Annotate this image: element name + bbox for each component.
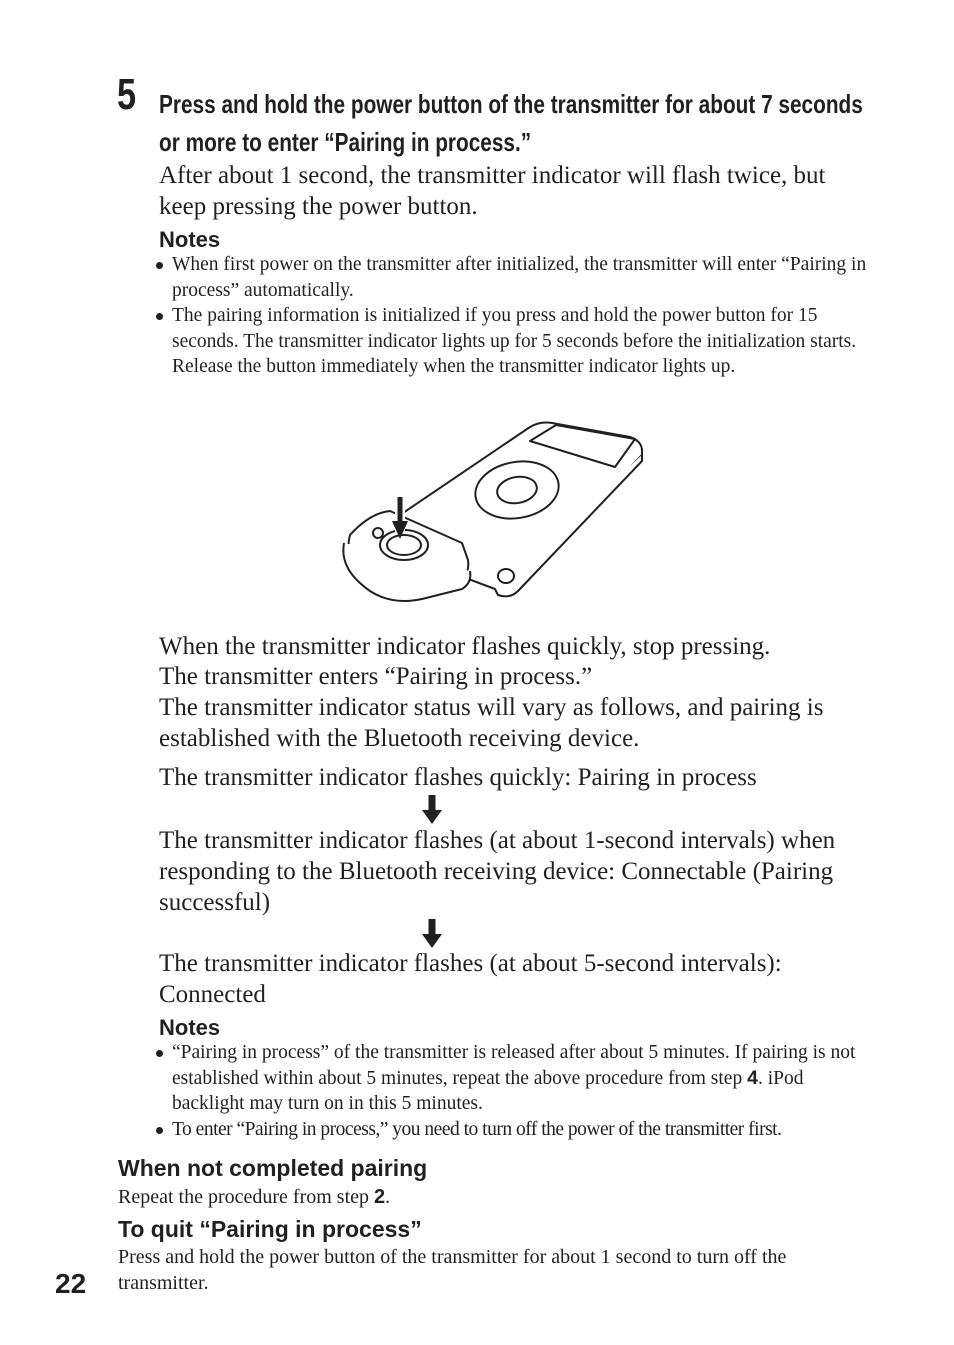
section-text: Press and hold the power button of the transmitter for about 1 second to turn off the transmitter. <box>118 1246 787 1294</box>
step-reference: 2 <box>374 1186 386 1208</box>
notes-heading: Notes <box>159 1015 221 1040</box>
section-text: Repeat the procedure from step 2. <box>118 1186 391 1208</box>
bullet-icon <box>156 313 163 320</box>
flow-state: The transmitter indicator flashes (at about 1-second intervals) when responding to the Bluetooth receiving device: Connectable (Pairing successful) <box>159 827 836 916</box>
instruction-line: The transmitter indicator status will vary as follows, and pairing is established with the Bluetooth receiving device. <box>159 694 824 752</box>
note-item: “Pairing in process” of the transmitter is released after about 5 minutes. If pairing is not established within about 5 minutes, repeat the above procedure from step 4. iPod backlight may turn on in this 5 minutes. <box>156 1040 876 1117</box>
step-reference: 4 <box>747 1066 758 1089</box>
page-number: 22 <box>55 1268 87 1299</box>
note-item: The pairing information is initialized if you press and hold the power button for 15 seconds. The transmitter indicator lights up for 5 seconds before the initialization starts. Release the button immediately when the transmitter indicator lights up. <box>156 303 876 380</box>
bullet-icon <box>156 1127 163 1134</box>
section-heading: When not completed pairing <box>118 1155 428 1181</box>
step-body: After about 1 second, the transmitter indicator will flash twice, but keep pressing the power button. <box>159 162 826 220</box>
note-item: When first power on the transmitter after initialized, the transmitter will enter “Pairing in process” automatically. <box>156 252 876 303</box>
down-arrow-icon <box>421 919 443 949</box>
transmitter-ipod-illustration <box>330 415 660 615</box>
flow-state: The transmitter indicator flashes quickly: Pairing in process <box>159 764 757 791</box>
down-arrow-icon <box>421 795 443 825</box>
notes-list <box>156 1040 876 1142</box>
bullet-icon <box>156 262 163 269</box>
notes-heading: Notes <box>159 227 221 252</box>
instruction-line: When the transmitter indicator flashes quickly, stop pressing. <box>159 633 771 660</box>
step-title: Press and hold the power button of the transmitter for about 7 seconds or more to enter “Pairing in process.” <box>159 89 863 157</box>
bullet-icon <box>156 1050 163 1057</box>
instruction-line: The transmitter enters “Pairing in process.” <box>159 663 593 690</box>
step-number: 5 <box>117 70 137 119</box>
notes-list <box>156 252 876 380</box>
flow-state: The transmitter indicator flashes (at about 5-second intervals): Connected <box>159 950 782 1008</box>
note-item: To enter “Pairing in process,” you need to turn off the power of the transmitter first. <box>156 1117 876 1143</box>
section-heading: To quit “Pairing in process” <box>118 1216 422 1242</box>
